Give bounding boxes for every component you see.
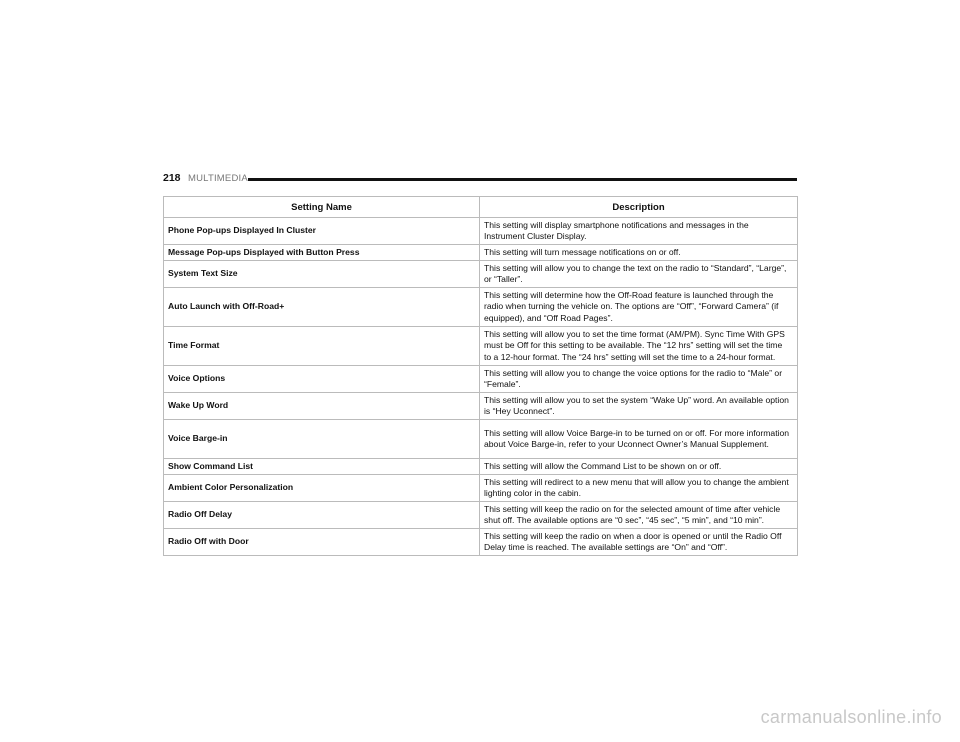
setting-description: This setting will redirect to a new menu that will allow you to change the ambient lighting color in the cabin. <box>480 475 798 502</box>
table-header-row <box>164 197 798 218</box>
table-row <box>164 245 798 261</box>
setting-description: This setting will keep the radio on for the selected amount of time after vehicle shut off. The available options are “0 sec”, “45 sec”, “5 min”, and “10 min”. <box>480 502 798 529</box>
setting-description: This setting will determine how the Off-Road feature is launched through the radio when turning the vehicle on. The options are “Off”, “Forward Camera” (if equipped), and “Off Road Pages”. <box>480 288 798 327</box>
column-header-description: Description <box>480 197 798 218</box>
settings-table <box>163 196 798 556</box>
table-row <box>164 420 798 459</box>
setting-name: Ambient Color Personalization <box>164 475 480 502</box>
setting-name: Message Pop-ups Displayed with Button Press <box>164 245 480 261</box>
header-rule <box>248 178 797 181</box>
setting-name: Voice Options <box>164 366 480 393</box>
setting-name: Phone Pop-ups Displayed In Cluster <box>164 218 480 245</box>
table-row <box>164 475 798 502</box>
setting-description: This setting will allow you to change the voice options for the radio to “Male” or “Female”. <box>480 366 798 393</box>
table-row <box>164 366 798 393</box>
setting-name: Time Format <box>164 327 480 366</box>
table-row <box>164 327 798 366</box>
setting-description: This setting will allow the Command List to be shown on or off. <box>480 459 798 475</box>
setting-description: This setting will allow you to set the time format (AM/PM). Sync Time With GPS must be Off for this setting to be available. The “12 hrs” setting will set the time to a 12-hour format. The “24 hrs” setting will set the time to a 24-hour format. <box>480 327 798 366</box>
page-header <box>163 172 797 186</box>
setting-description: This setting will allow Voice Barge-in to be turned on or off. For more information about Voice Barge-in, refer to your Uconnect Owner’s Manual Supplement. <box>480 420 798 459</box>
table-row <box>164 529 798 556</box>
setting-description: This setting will turn message notifications on or off. <box>480 245 798 261</box>
column-header-setting-name: Setting Name <box>164 197 480 218</box>
table-row <box>164 502 798 529</box>
section-title: MULTIMEDIA <box>188 173 248 184</box>
setting-name: System Text Size <box>164 261 480 288</box>
setting-name: Radio Off with Door <box>164 529 480 556</box>
setting-description: This setting will allow you to change the text on the radio to “Standard”, “Large”, or “Taller”. <box>480 261 798 288</box>
watermark: carmanualsonline.info <box>760 707 942 727</box>
page-number: 218 <box>163 172 181 184</box>
setting-name: Wake Up Word <box>164 393 480 420</box>
table-row <box>164 218 798 245</box>
setting-description: This setting will keep the radio on when a door is opened or until the Radio Off Delay time is reached. The available settings are “On” and “Off”. <box>480 529 798 556</box>
table-row <box>164 288 798 327</box>
setting-name: Radio Off Delay <box>164 502 480 529</box>
table-row <box>164 393 798 420</box>
setting-name: Auto Launch with Off-Road+ <box>164 288 480 327</box>
setting-name: Voice Barge-in <box>164 420 480 459</box>
setting-description: This setting will allow you to set the system “Wake Up” word. An available option is “Hey Uconnect”. <box>480 393 798 420</box>
setting-description: This setting will display smartphone notifications and messages in the Instrument Cluster Display. <box>480 218 798 245</box>
table-row <box>164 261 798 288</box>
table-row <box>164 459 798 475</box>
setting-name: Show Command List <box>164 459 480 475</box>
